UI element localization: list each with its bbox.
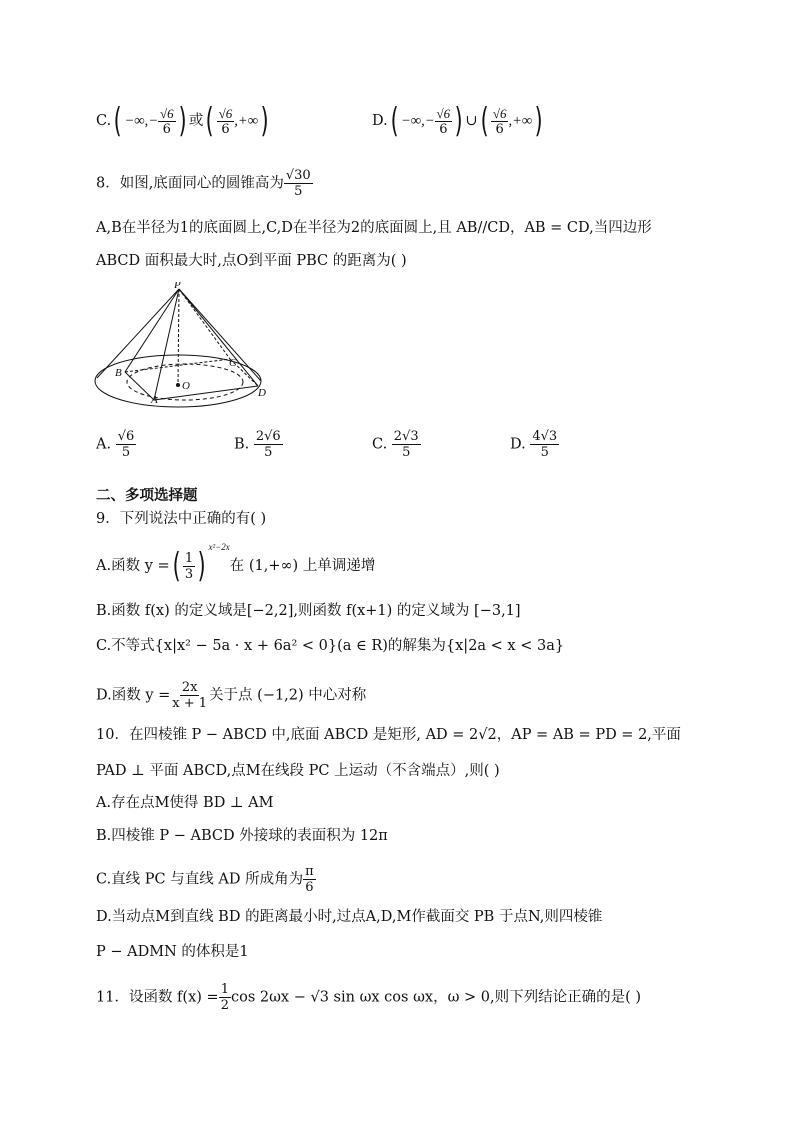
label-c: C: [229, 357, 237, 369]
label-o: O: [182, 380, 190, 392]
edge-pd: [179, 289, 258, 386]
or-text: 或: [188, 113, 204, 129]
option-label: C.: [96, 113, 112, 129]
fraction: [254, 429, 283, 460]
pos-infinity: ,+∞: [234, 113, 259, 129]
left-paren: (: [390, 101, 399, 141]
stem-text: cos 2ωx − √3 sin ωx cos ωx，ω > 0,则下列结论正确的是( ): [230, 989, 642, 1006]
option-text: A.函数 y =: [96, 558, 170, 574]
exponent: x²−2x: [208, 542, 230, 553]
fraction: [217, 106, 235, 137]
stem-text: 8．如图,底面同心的圆锥高为: [96, 175, 284, 192]
option-label: B.: [234, 436, 250, 453]
numerator: 1: [184, 550, 194, 566]
right-paren: ): [260, 101, 269, 141]
denominator: 6: [495, 121, 504, 137]
numerator: √30: [285, 168, 311, 183]
cone-edge-left: [97, 289, 179, 378]
numerator: √6: [436, 105, 451, 121]
q8-option-c: [372, 429, 421, 460]
option-label: C.: [372, 436, 388, 453]
option-text: C.直线 PC 与直线 AD 所成角为: [96, 871, 304, 888]
q11-stem: [96, 982, 641, 1013]
numerator: 2x: [181, 680, 198, 695]
fraction: [530, 429, 559, 460]
fraction: [303, 864, 316, 895]
fraction: [158, 106, 176, 137]
numerator: √6: [218, 105, 233, 121]
right-paren: ): [534, 101, 543, 141]
left-paren: (: [113, 101, 122, 141]
union-symbol: ∪: [465, 113, 478, 129]
fraction: [116, 429, 137, 460]
numerator: 2√6: [255, 429, 281, 444]
denominator: 5: [540, 445, 549, 460]
cone-figure: [90, 282, 280, 412]
numerator: 2√3: [393, 429, 419, 444]
denominator: x + 1: [172, 696, 208, 711]
q10-option-d-line2: P − ADMN 的体积是1: [96, 944, 249, 960]
option-text: D.函数 y =: [96, 687, 171, 704]
height-fraction: [284, 168, 313, 199]
denominator: 5: [121, 445, 131, 460]
q8-option-d: [510, 429, 559, 460]
stem-text: 11．设函数 f(x) =: [96, 989, 219, 1006]
option-text: 在 (1,+∞) 上单调递增: [229, 558, 376, 574]
denominator: 2: [220, 998, 229, 1013]
q7-option-c: [96, 101, 271, 141]
label-p: P: [174, 282, 181, 291]
center-point: [176, 383, 180, 387]
q7-option-d: [372, 101, 546, 141]
fraction: [435, 106, 453, 137]
q10-option-b: B.四棱锥 P − ABCD 外接球的表面积为 12π: [96, 828, 388, 844]
q9-option-b: B.函数 f(x) 的定义域是[−2,2],则函数 f(x+1) 的定义域为 [−3,1]: [96, 603, 521, 619]
right-paren: ): [454, 101, 463, 141]
label-b: B: [115, 367, 122, 379]
neg-infinity: −∞,−: [124, 113, 158, 129]
left-paren: (: [480, 101, 489, 141]
denominator: 6: [305, 880, 314, 895]
edge-pc: [179, 289, 230, 359]
fraction: [392, 429, 421, 460]
fraction: [219, 982, 231, 1013]
q8-option-a: [96, 429, 136, 460]
edge-bc: [125, 359, 230, 372]
denominator: 6: [439, 121, 448, 137]
neg-infinity: −∞,−: [400, 113, 435, 129]
label-d: D: [258, 387, 266, 399]
numerator: √6: [117, 429, 135, 444]
numerator: 1: [220, 982, 229, 997]
edge-ab: [125, 372, 154, 400]
right-paren: ): [178, 101, 187, 141]
q9-option-d: [96, 680, 366, 711]
option-label: D.: [510, 436, 526, 453]
q10-option-d-line1: D.当动点M到直线 BD 的距离最小时,过点A,D,M作截面交 PB 于点N,则四棱锥: [96, 909, 603, 925]
right-paren: ): [197, 546, 206, 586]
left-paren: (: [206, 101, 215, 141]
option-label: A.: [96, 436, 112, 453]
q10-line1: 10．在四棱锥 P − ABCD 中,底面 ABCD 是矩形, AD = 2√2，AP = AB = PD = 2,平面: [96, 727, 681, 743]
q8-option-b: [234, 429, 283, 460]
denominator: 3: [184, 566, 194, 582]
denominator: 6: [162, 121, 171, 137]
denominator: 5: [264, 445, 273, 460]
q10-line2: PAD ⊥ 平面 ABCD,点M在线段 PC 上运动（不含端点）,则( ): [96, 763, 500, 779]
q10-option-c: [96, 864, 316, 895]
numerator: √6: [492, 105, 507, 121]
label-a: A: [151, 394, 158, 406]
q8-line3: ABCD 面积最大时,点O到平面 PBC 的距离为( ): [96, 253, 407, 269]
edge-po: [178, 289, 179, 385]
edge-pa: [154, 289, 179, 400]
fraction: [491, 106, 509, 137]
q9-option-c: C.不等式{x|x² − 5a · x + 6a² < 0}(a ∈ R)的解集为{x|2a < x < 3a}: [96, 638, 565, 654]
edge-pb: [125, 289, 179, 372]
left-paren: (: [172, 546, 181, 586]
denominator: 5: [402, 445, 411, 460]
denominator: 6: [221, 121, 230, 137]
fraction: [170, 680, 209, 711]
numerator: 4√3: [532, 429, 558, 444]
pos-infinity: ,+∞: [508, 113, 533, 129]
option-label: D.: [372, 113, 388, 129]
denominator: 5: [294, 184, 303, 199]
option-text: 关于点 (−1,2) 中心对称: [209, 687, 367, 704]
section-title: 二、多项选择题: [96, 487, 198, 504]
numerator: π: [305, 864, 314, 879]
fraction: [183, 551, 195, 582]
q8-stem: [96, 168, 313, 199]
numerator: √6: [159, 105, 174, 121]
q10-option-a: A.存在点M使得 BD ⊥ AM: [96, 795, 274, 811]
q9-option-a: [96, 542, 376, 586]
q9-stem: 9．下列说法中正确的有( ): [96, 511, 267, 527]
q8-line2: A,B在半径为1的底面圆上,C,D在半径为2的底面圆上,且 AB//CD，AB = CD,当四边形: [96, 220, 652, 236]
